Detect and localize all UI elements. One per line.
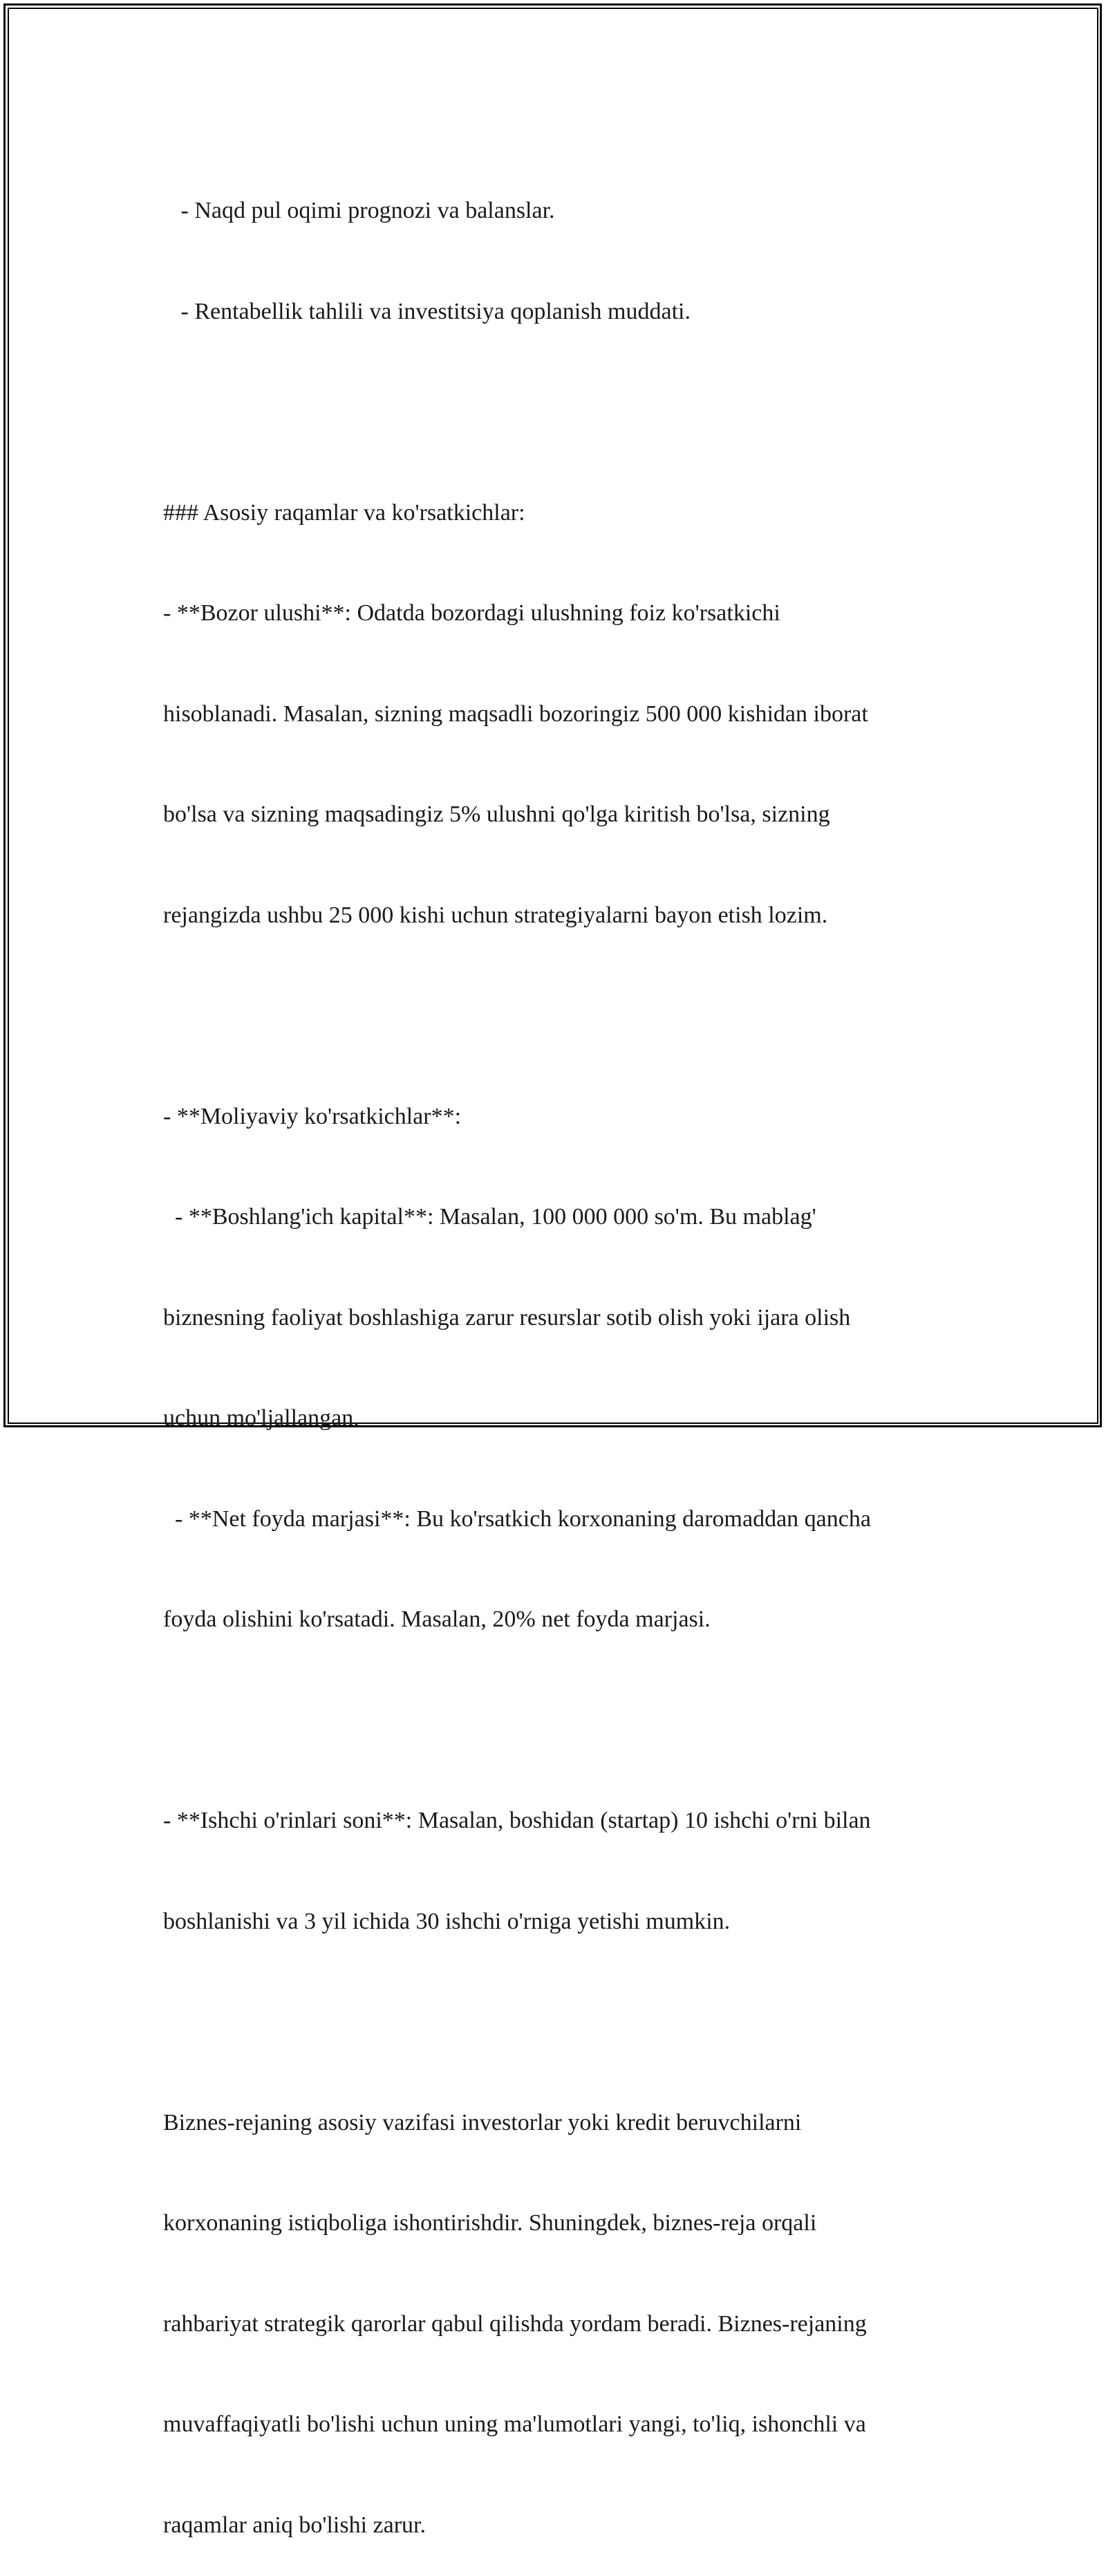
text-line: - Rentabellik tahlili va investitsiya qoplanish muddati. [163,298,691,324]
text-line: uchun mo'ljallangan. [163,1405,359,1431]
text-line: raqamlar aniq bo'lishi zarur. [163,2512,426,2538]
blank-line [163,396,944,429]
text-line: korxonaning istiqboliga ishontirishdir. Shuningdek, biznes-reja orqali [163,2210,817,2236]
text-line: - **Ishchi o'rinlari soni**: Masalan, boshidan (startap) 10 ishchi o'rni bilan [163,1808,871,1833]
text-line: boshlanishi va 3 yil ichida 30 ishchi o'rniga yetishi mumkin. [163,1908,731,1934]
blank-line [163,999,944,1033]
text-line: - **Boshlang'ich kapital**: Masalan, 100 000 000 so'm. Bu mablag' [163,1204,816,1230]
blank-line [163,1704,944,1738]
text-line: biznesning faoliyat boshlashiga zarur resurslar sotib olish yoki ijara olish [163,1304,851,1331]
document-body [163,127,944,2576]
text-line: foyda olishini ko'rsatadi. Masalan, 20% net foyda marjasi. [163,1606,711,1632]
text-line: muvaffaqiyatli bo'lishi uchun uning ma'lumotlari yangi, to'liq, ishonchli va [163,2411,866,2437]
text-line: Biznes-rejaning asosiy vazifasi investorlar yoki kredit beruvchilarni [163,2109,802,2135]
text-line: bo'lsa va sizning maqsadingiz 5% ulushni qo'lga kiritish bo'lsa, sizning [163,801,830,827]
text-line: - **Bozor ulushi**: Odatda bozordagi ulushning foiz ko'rsatkichi [163,600,780,626]
text-line: - Naqd pul oqimi prognozi va balanslar. [163,198,555,223]
blank-line [163,2005,944,2039]
text-line: - **Moliyaviy ko'rsatkichlar**: [163,1103,462,1129]
text-line: hisoblanadi. Masalan, sizning maqsadli bozoringiz 500 000 kishidan iborat [163,701,868,727]
text-line: - **Net foyda marjasi**: Bu ko'rsatkich korxonaning daromaddan qancha [163,1505,871,1532]
text-line: rejangizda ushbu 25 000 kishi uchun strategiyalarni bayon etish lozim. [163,902,828,928]
section-heading: ### Asosiy raqamlar va ko'rsatkichlar: [163,499,525,526]
text-line: rahbariyat strategik qarorlar qabul qilishda yordam beradi. Biznes-rejaning [163,2310,867,2337]
